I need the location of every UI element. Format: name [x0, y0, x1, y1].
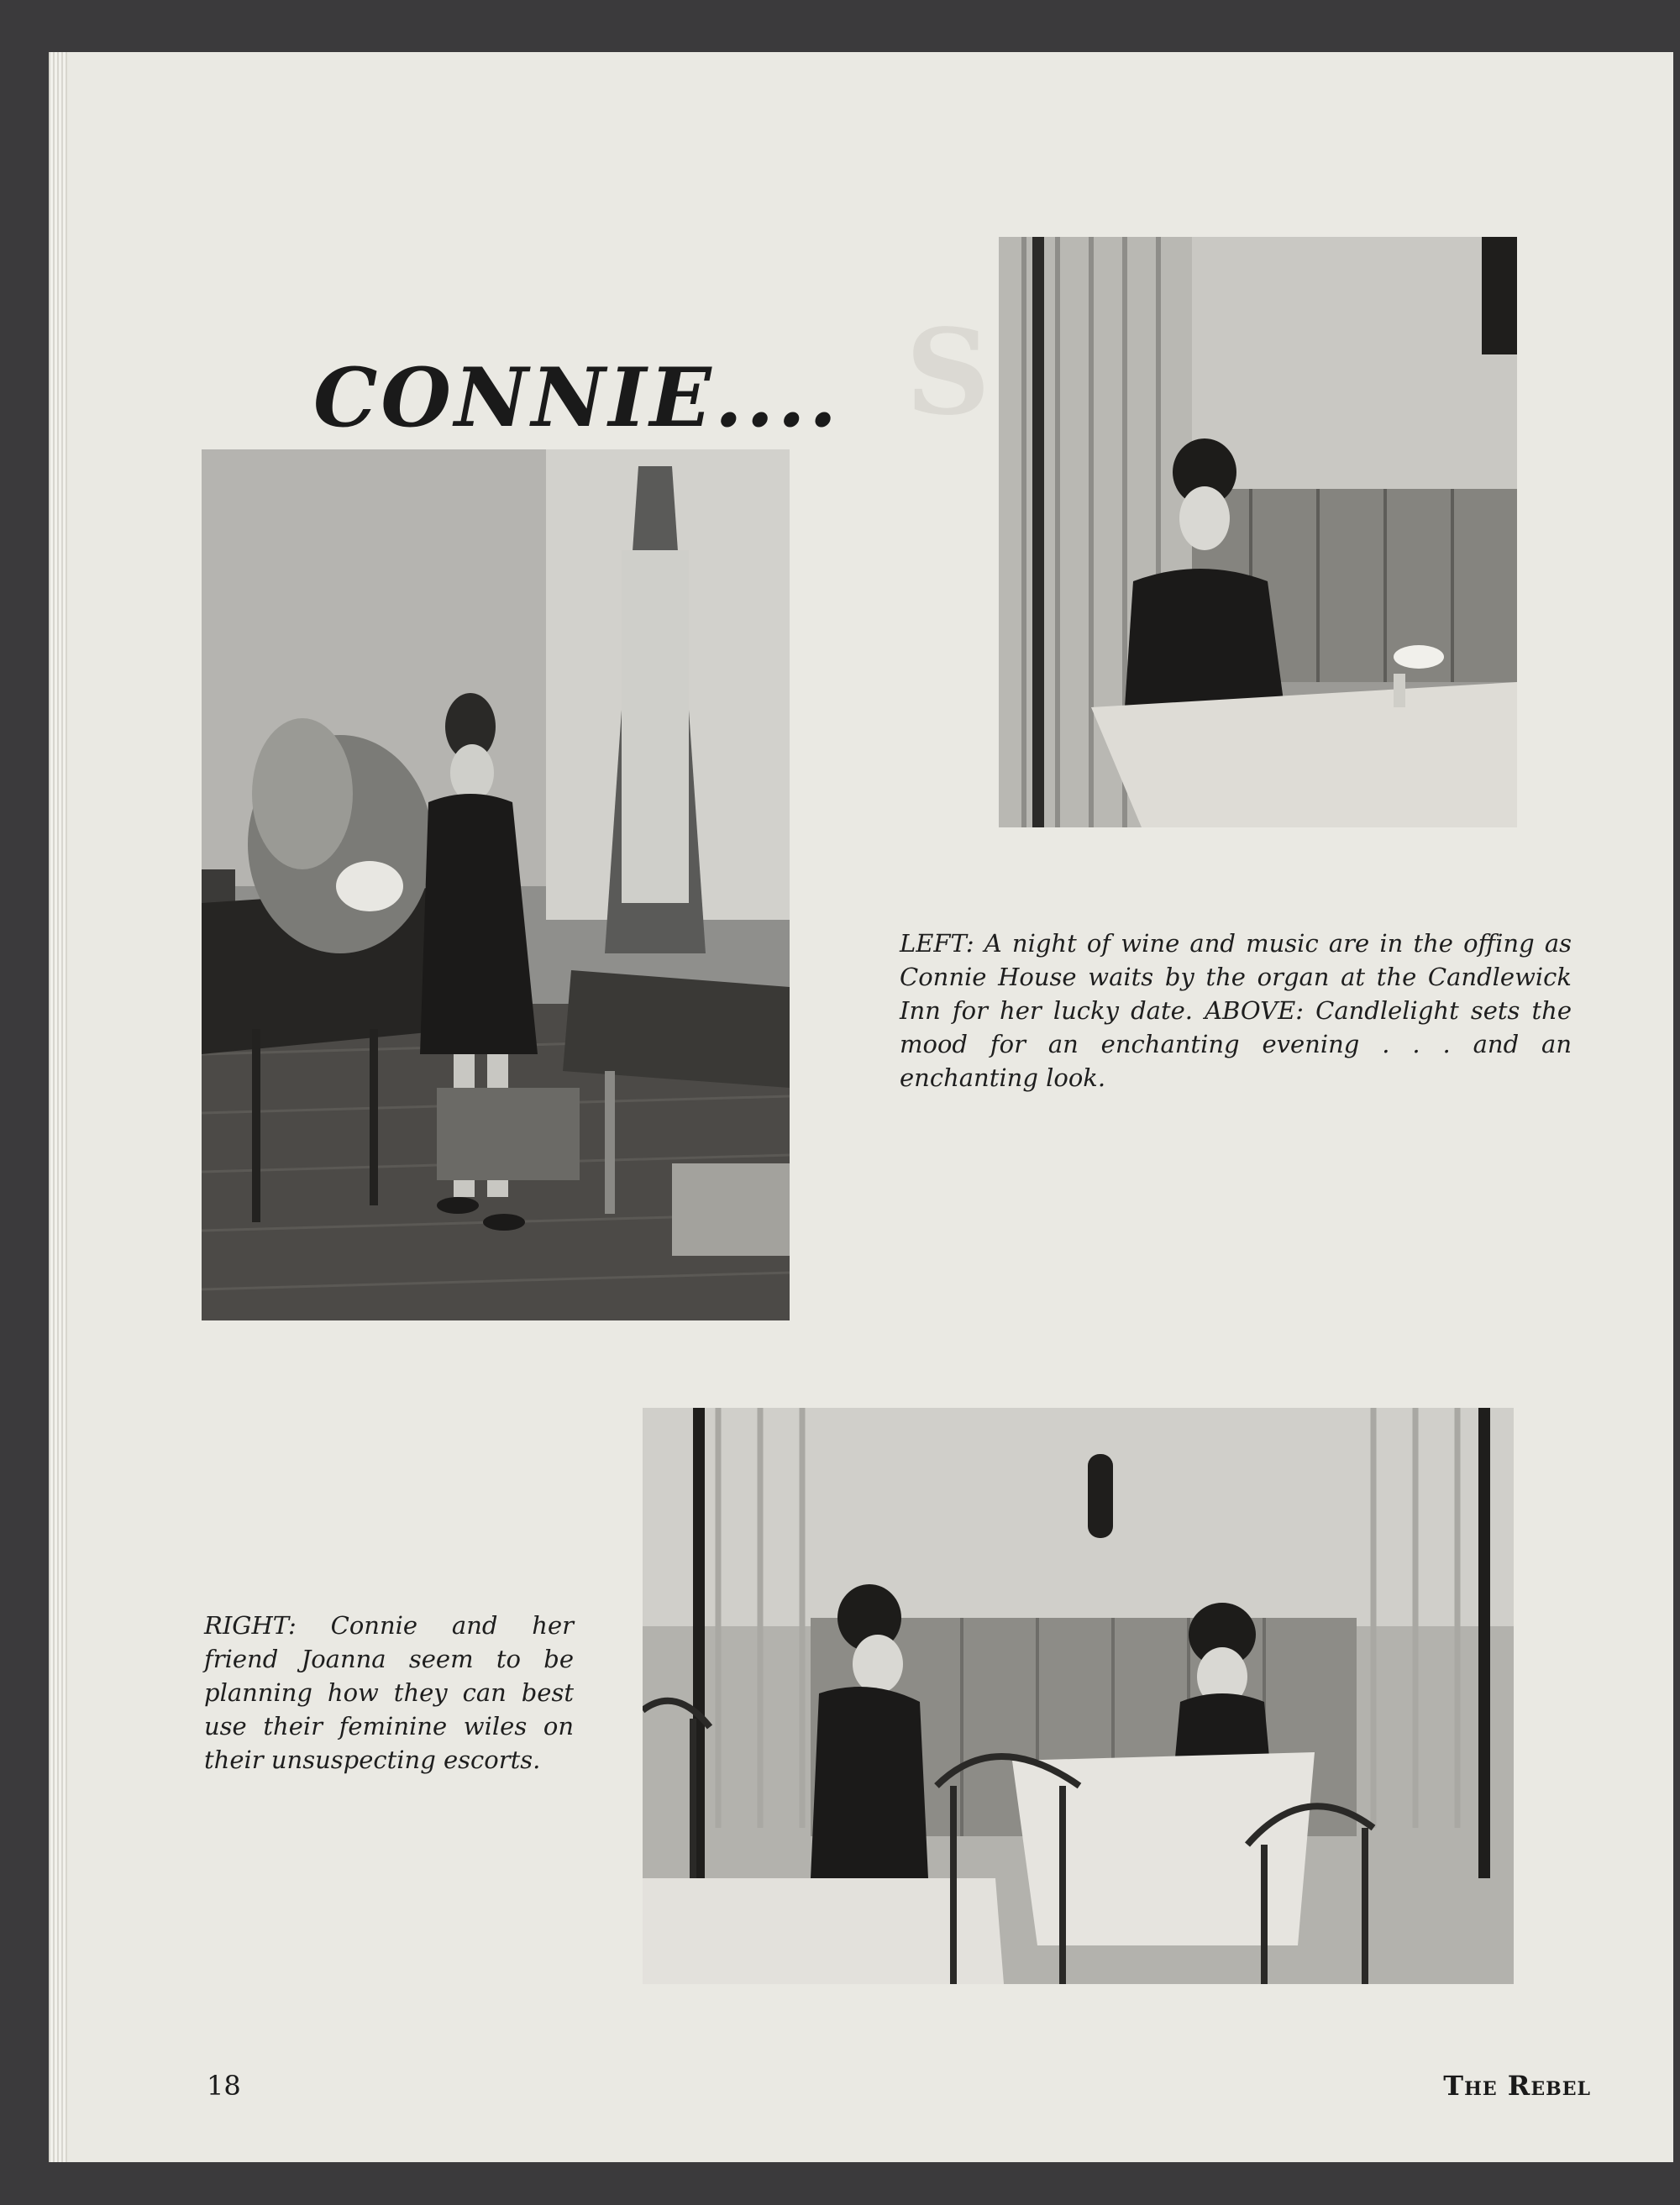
publication-name: The Rebel: [1443, 2070, 1591, 2102]
magazine-page: [49, 52, 1673, 2162]
caption-right-photo: RIGHT: Connie and her friend Joanna seem to be planning how they can best use their feminine wiles on their unsuspecting escorts.: [204, 1611, 574, 1774]
page-title: CONNIE....: [313, 350, 841, 445]
caption-left-above-photos: LEFT: A night of wine and music are in the offing as Connie House waits by the organ at the Candlewick Inn for her lucky date. ABOVE: Candlelight sets the mood for an enchanting evening . . . and an enchanting look.: [900, 929, 1572, 1092]
page-edge: [49, 52, 67, 2162]
show-through-text: S: [906, 304, 991, 442]
photo-connie-by-organ: [202, 449, 790, 1320]
photo-connie-and-joanna: [643, 1408, 1514, 1984]
page-number: 18: [207, 2070, 241, 2102]
photo-connie-candlelight: [999, 237, 1517, 827]
